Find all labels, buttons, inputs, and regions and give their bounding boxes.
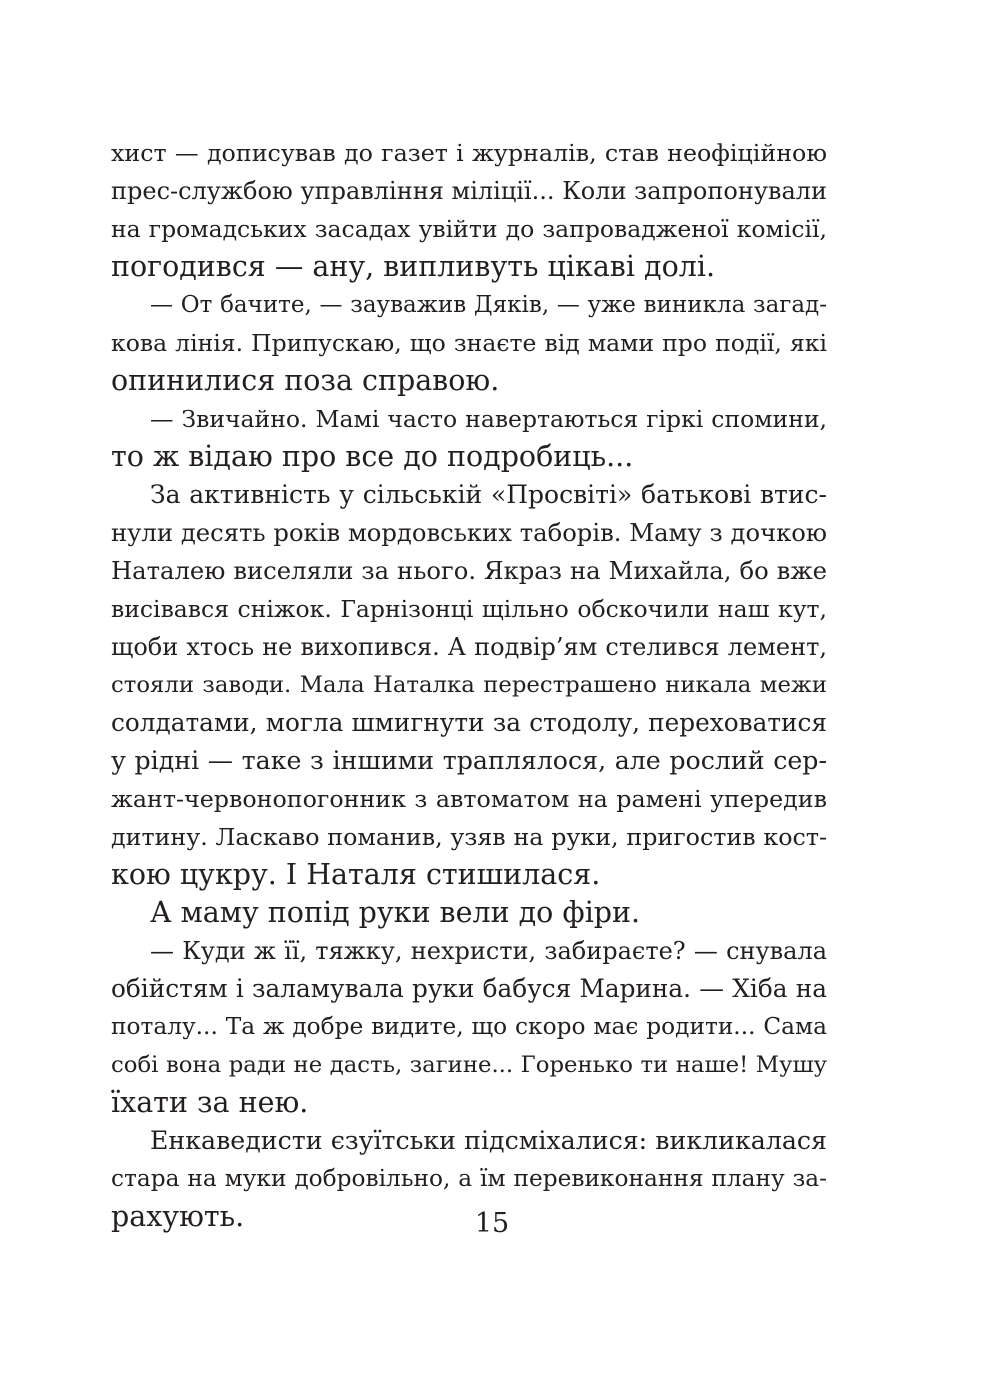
text-line: За активність у сільській «Просвіті» батькові втис- (150, 480, 827, 509)
text-line: стара на муки добровільно, а їм перевиконання плану за- (111, 1165, 827, 1192)
text-line: солдатами, могла шмигнути за стодолу, переховатися (111, 708, 827, 737)
text-line: — Звичайно. Мамі часто навертаються гіркі спомини, (150, 405, 827, 433)
text-line: висівався сніжок. Гарнізонці щільно обскочили наш кут, (111, 595, 827, 623)
text-line: стояли заводи. Мала Наталка перестрашено никала межи (111, 672, 827, 698)
text-line: нули десять років мордовських таборів. Маму з дочкою (111, 518, 827, 547)
text-line: Енкаведисти єзуїтськи підсміхалися: викликалася (150, 1126, 827, 1155)
text-line: — Куди ж її, тяжку, нехристи, забираєте? — снувала (150, 937, 827, 965)
text-line: дитину. Ласкаво поманив, узяв на руки, пригостив кост- (111, 823, 827, 851)
text-line: то ж відаю про все до подробиць... (111, 440, 634, 473)
text-line: кова лінія. Припускаю, що знаєте від мами про події, які (111, 329, 827, 357)
text-line: щоби хтось не вихопився. А подвір’ям стелився лемент, (111, 633, 827, 661)
text-line: собі вона ради не дасть, загине... Горенько ти наше! Мушу (111, 1052, 827, 1078)
text-line: рахують. (111, 1200, 245, 1233)
text-line: прес-службою управління міліції... Коли запропонували (111, 177, 827, 205)
text-line: кою цукру. І Наталя стишилася. (111, 858, 601, 891)
text-line: погодився — ану, випливуть цікаві долі. (111, 250, 716, 283)
body-text (111, 134, 827, 1236)
text-line: обійстям і заламувала руки бабуся Марина. — Хіба на (111, 974, 827, 1003)
text-line: у рідні — таке з іншими траплялося, але рослий сер- (111, 746, 827, 775)
text-line: — От бачите, — зауважив Дяків, — уже виникла загад- (150, 292, 827, 318)
page-number: 15 (474, 1208, 510, 1239)
text-line: Наталею виселяли за нього. Якраз на Михайла, бо вже (111, 556, 827, 585)
text-line: поталу... Та ж добре видите, що скоро має родити... Сама (111, 1013, 827, 1040)
text-line: жант-червонопогонник з автоматом на рамені упередив (111, 785, 827, 813)
text-line: їхати за нею. (111, 1086, 309, 1119)
text-line: опинилися поза справою. (111, 364, 500, 397)
text-line: А маму попід руки вели до фіри. (150, 896, 641, 929)
text-line: на громадських засадах увійти до запровадженої комісії, (111, 215, 827, 243)
text-line: хист — дописував до газет і журналів, став неофіційною (111, 139, 827, 167)
